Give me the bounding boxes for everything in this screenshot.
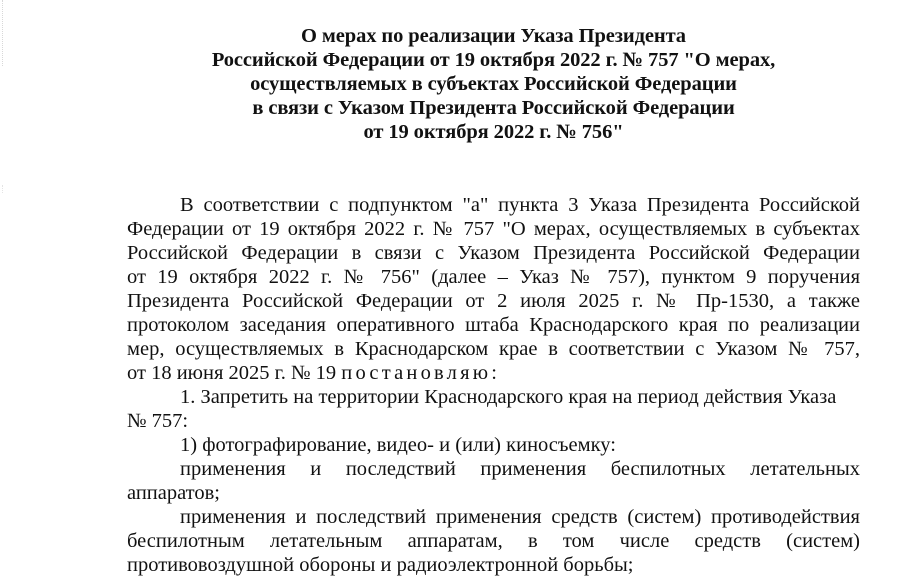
preamble-line: Российской Федерации в связи с Указом Президента Российской Федерации: [127, 242, 860, 264]
subitem-1-b-line: противовоздушной обороны и радиоэлектронной борьбы;: [127, 554, 634, 576]
resolve-colon: :: [491, 362, 497, 384]
subitem-1-a-line: применения и последствий применения беспилотных летательных: [180, 458, 860, 480]
preamble-line: мер, осуществляемых в Краснодарском крае в соответствии с Указом № 757,: [127, 338, 860, 360]
resolve-word: постановляю: [341, 362, 492, 384]
title-line: Российской Федерации от 19 октября 2022 г. № 757 "О мерах,: [211, 49, 776, 71]
subitem-1: [127, 433, 860, 457]
preamble-line-text: от 18 июня 2025 г. № 19: [127, 362, 342, 384]
subitem-1-b: [127, 505, 860, 577]
preamble-line: Федерации от 19 октября 2022 г. № 757 "О мерах, осуществляемых в субъектах: [127, 218, 860, 240]
subitem-1-a-line: аппаратов;: [127, 482, 221, 504]
subitem-1-b-line: применения и последствий применения средств (систем) противодействия: [180, 506, 860, 528]
item-1-line: 1. Запретить на территории Краснодарского края на период действия Указа: [180, 386, 837, 408]
item-1-line: № 757:: [127, 410, 189, 432]
title-line: О мерах по реализации Указа Президента: [301, 25, 686, 47]
title-line: осуществляемых в субъектах Российской Федерации: [250, 73, 737, 95]
scan-edge-artifact: [2, 0, 5, 66]
preamble-last-line: [127, 361, 860, 385]
preamble-paragraph: [127, 193, 860, 385]
scan-edge-artifact: [2, 185, 5, 193]
preamble-line: от 19 октября 2022 г. № 756" (далее – Указ № 757), пунктом 9 поручения: [127, 266, 860, 288]
title-line: от 19 октября 2022 г. № 756": [363, 121, 624, 143]
subitem-1-a: [127, 457, 860, 505]
document-title: [127, 24, 860, 144]
document-body: [127, 193, 860, 577]
subitem-1-b-line: беспилотным летательным аппаратам, в том числе средств (систем): [127, 530, 860, 552]
item-1: [127, 385, 860, 433]
subitem-1-heading: 1) фотографирование, видео- и (или) киносъемку:: [180, 434, 616, 456]
preamble-line: Президента Российской Федерации от 2 июля 2025 г. № Пр-1530, а также: [127, 290, 860, 312]
preamble-line: В соответствии с подпунктом "а" пункта 3 Указа Президента Российской: [180, 194, 860, 216]
preamble-line: протоколом заседания оперативного штаба Краснодарского края по реализации: [127, 314, 860, 336]
title-line: в связи с Указом Президента Российской Федерации: [252, 97, 735, 119]
